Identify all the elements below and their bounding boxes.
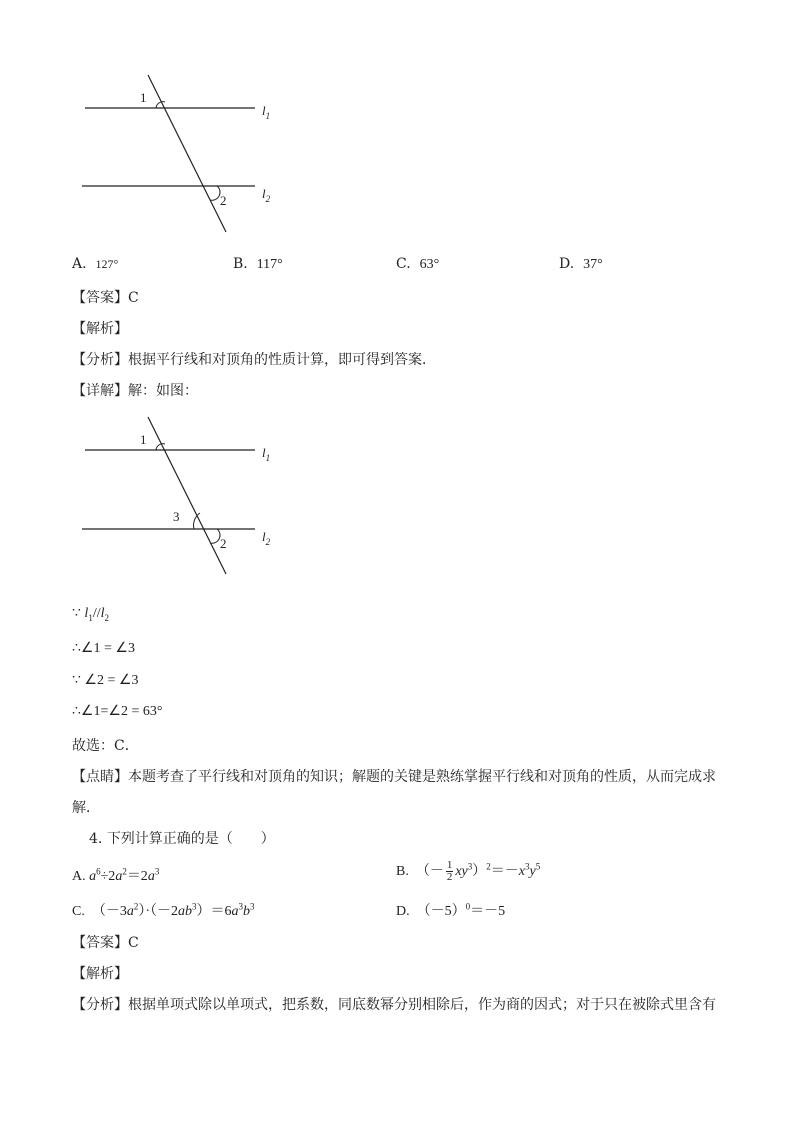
q4-option-a: A. $a^6\div 2a^2=2a^3$ — [72, 866, 160, 884]
proof-step-angle1-eq-angle3: ∴∠1 = ∠3 — [72, 641, 135, 656]
angle-2-arc — [210, 529, 220, 543]
q3-review-line1: 【点睛】本题考查了平行线和对顶角的知识；解题的关键是熟练掌握平行线和对顶角的性质，从而完成求 — [72, 769, 716, 785]
q3-option-b: B. 117° — [233, 256, 283, 272]
angle-2-arc — [210, 186, 220, 200]
line-l1-label: $l_1$ — [262, 445, 271, 463]
q4-option-c: C. $(-3a^2)\cdot(-2ab^3)=6a^3b^3$ — [72, 901, 255, 919]
angle-1-label: 1 — [140, 432, 147, 447]
q3-option-d: D. 37° — [559, 256, 603, 272]
angle-2-label: 2 — [220, 536, 227, 551]
q4-fenxi: 【分析】根据单项式除以单项式，把系数，同底数幂分别相除后，作为商的因式；对于只在被除式里含有 — [72, 997, 716, 1013]
line-l1-label: $l_1$ — [262, 103, 271, 121]
figure-1-parallel-lines — [70, 70, 290, 240]
q3-answer: 【答案】C — [72, 290, 139, 306]
q3-conclusion: 故选：C． — [72, 738, 139, 754]
transversal-line — [148, 75, 226, 232]
q3-review-line2: 解． — [72, 800, 100, 816]
q3-analysis-tag: 【解析】 — [72, 321, 128, 337]
angle-1-label: 1 — [140, 90, 147, 105]
fraction-one-half: $\frac{1}{2}$ — [446, 859, 453, 884]
q3-option-a: A. 127° — [72, 256, 119, 272]
angle-3-label: 3 — [173, 509, 180, 524]
line-l2-label: $l_2$ — [262, 186, 271, 204]
line-l2-label: $l_2$ — [262, 529, 271, 547]
proof-step-parallel: ∵ $l_1//l_2$ — [72, 606, 109, 623]
q4-analysis-tag: 【解析】 — [72, 966, 128, 982]
figure-2-parallel-lines — [70, 412, 290, 582]
q3-option-c: C. 63° — [396, 256, 440, 272]
proof-step-angle2-eq-angle3: ∵ ∠2 = ∠3 — [72, 673, 139, 688]
q3-detail: 【详解】解：如图： — [72, 383, 198, 399]
q4-answer: 【答案】C — [72, 935, 139, 951]
q4-option-b: B. （－ $\frac{1}{2}$ $xy^3)^2=-x^3y^5$ — [396, 859, 541, 884]
q4-option-d: D. $(-5)^0=-5$ — [396, 901, 506, 919]
proof-step-result: ∴∠1=∠2 = 63° — [72, 704, 163, 719]
transversal-line — [148, 417, 226, 574]
q3-fenxi: 【分析】根据平行线和对顶角的性质计算，即可得到答案． — [72, 352, 436, 368]
angle-2-label: 2 — [220, 193, 227, 208]
q4-stem: 4. 下列计算正确的是（ ） — [89, 831, 275, 847]
